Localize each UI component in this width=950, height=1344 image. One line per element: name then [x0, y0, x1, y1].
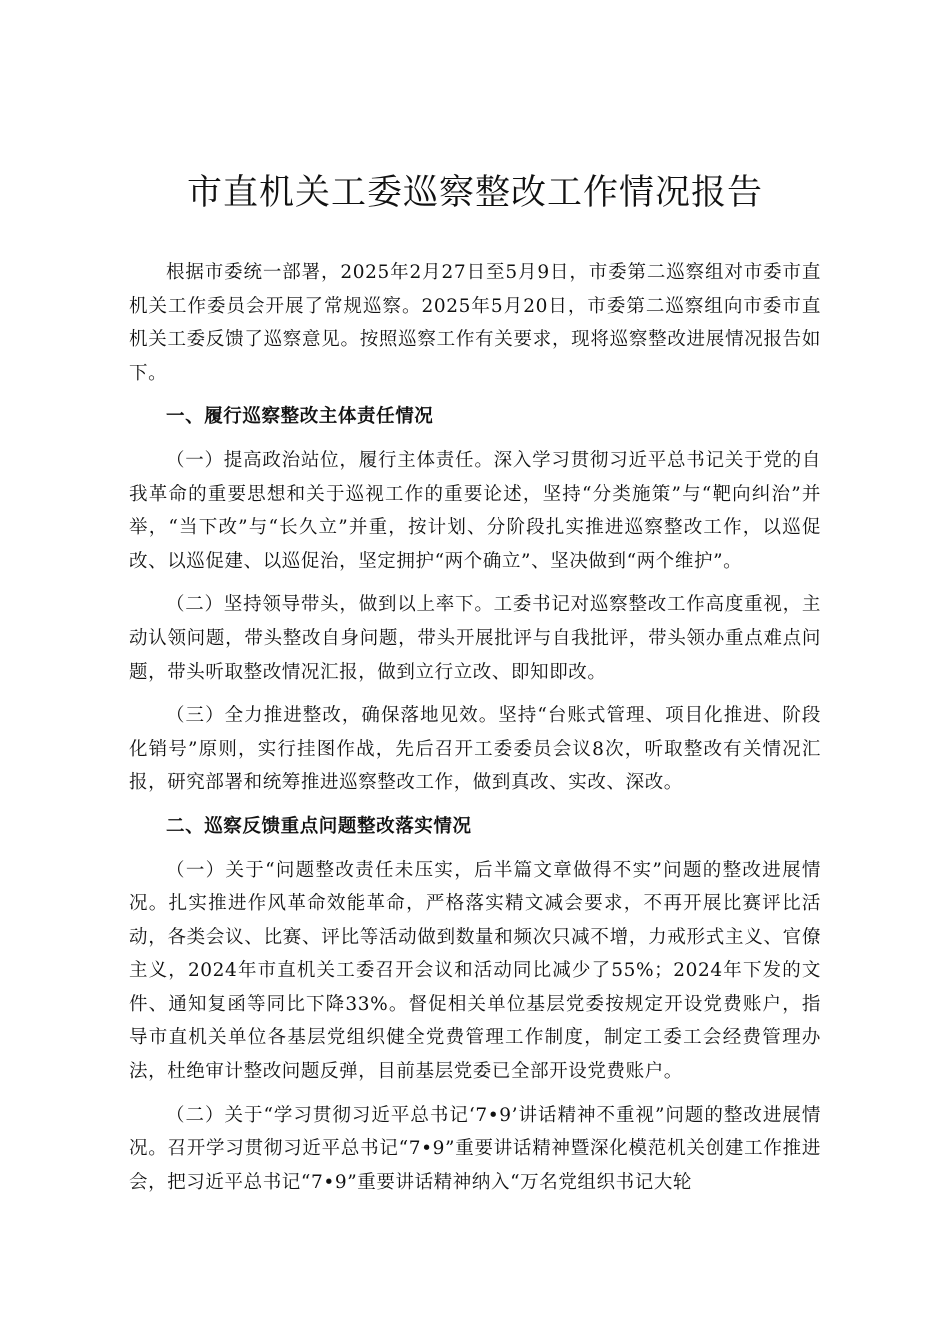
section-1-heading: 一、履行巡察整改主体责任情况	[166, 406, 434, 428]
document-body	[129, 256, 821, 1209]
section-2-heading: 二、巡察反馈重点问题整改落实情况	[166, 815, 472, 837]
section-2-paragraph-1: （一）关于“问题整改责任未压实，后半篇文章做得不实”问题的整改进展情况。扎实推进作风革命效能革命，严格落实精文减会要求，不再开展比赛评比活动，各类会议、比赛、评比等活动做到数量和频次只减不增，力戒形式主义、官僚主义，2024年市直机关工委召开会议和活动同比减少了55%；2024年下发的文件、通知复函等同比下降33%。督促相关单位基层党委按规定开设党费账户，指导市直机关单位各基层党组织健全党费管理工作制度，制定工委工会经费管理办法，杜绝审计整改问题反弹，目前基层党委已全部开设党费账户。	[129, 859, 821, 1083]
section-1-paragraph-3: （三）全力推进整改，确保落地见效。坚持“台账式管理、项目化推进、阶段化销号”原则，实行挂图作战，先后召开工委委员会议8次，听取整改有关情况汇报，研究部署和统筹推进巡察整改工作，做到真改、实改、深改。	[129, 705, 821, 794]
section-2-paragraph-2: （二）关于“学习贯彻习近平总书记‘7•9’讲话精神不重视”问题的整改进展情况。召开学习贯彻习近平总书记“7•9”重要讲话精神暨深化模范机关创建工作推进会，把习近平总书记“7•9”重要讲话精神纳入“万名党组织书记大轮	[129, 1104, 821, 1193]
section-1-paragraph-1: （一）提高政治站位，履行主体责任。深入学习贯彻习近平总书记关于党的自我革命的重要思想和关于巡视工作的重要论述，坚持“分类施策”与“靶向纠治”并举，“当下改”与“长久立”并重，按计划、分阶段扎实推进巡察整改工作，以巡促改、以巡促建、以巡促治，坚定拥护“两个确立”、坚决做到“两个维护”。	[129, 449, 821, 572]
intro-paragraph: 根据市委统一部署，2025年2月27日至5月9日，市委第二巡察组对市委市直机关工作委员会开展了常规巡察。2025年5月20日，市委第二巡察组向市委市直机关工委反馈了巡察意见。按照巡察工作有关要求，现将巡察整改进展情况报告如下。	[129, 262, 821, 384]
section-1-paragraph-2: （二）坚持领导带头，做到以上率下。工委书记对巡察整改工作高度重视，主动认领问题，带头整改自身问题，带头开展批评与自我批评，带头领办重点难点问题，带头听取整改情况汇报，做到立行立改、即知即改。	[129, 594, 821, 683]
document-title: 市直机关工委巡察整改工作情况报告	[186, 173, 763, 213]
